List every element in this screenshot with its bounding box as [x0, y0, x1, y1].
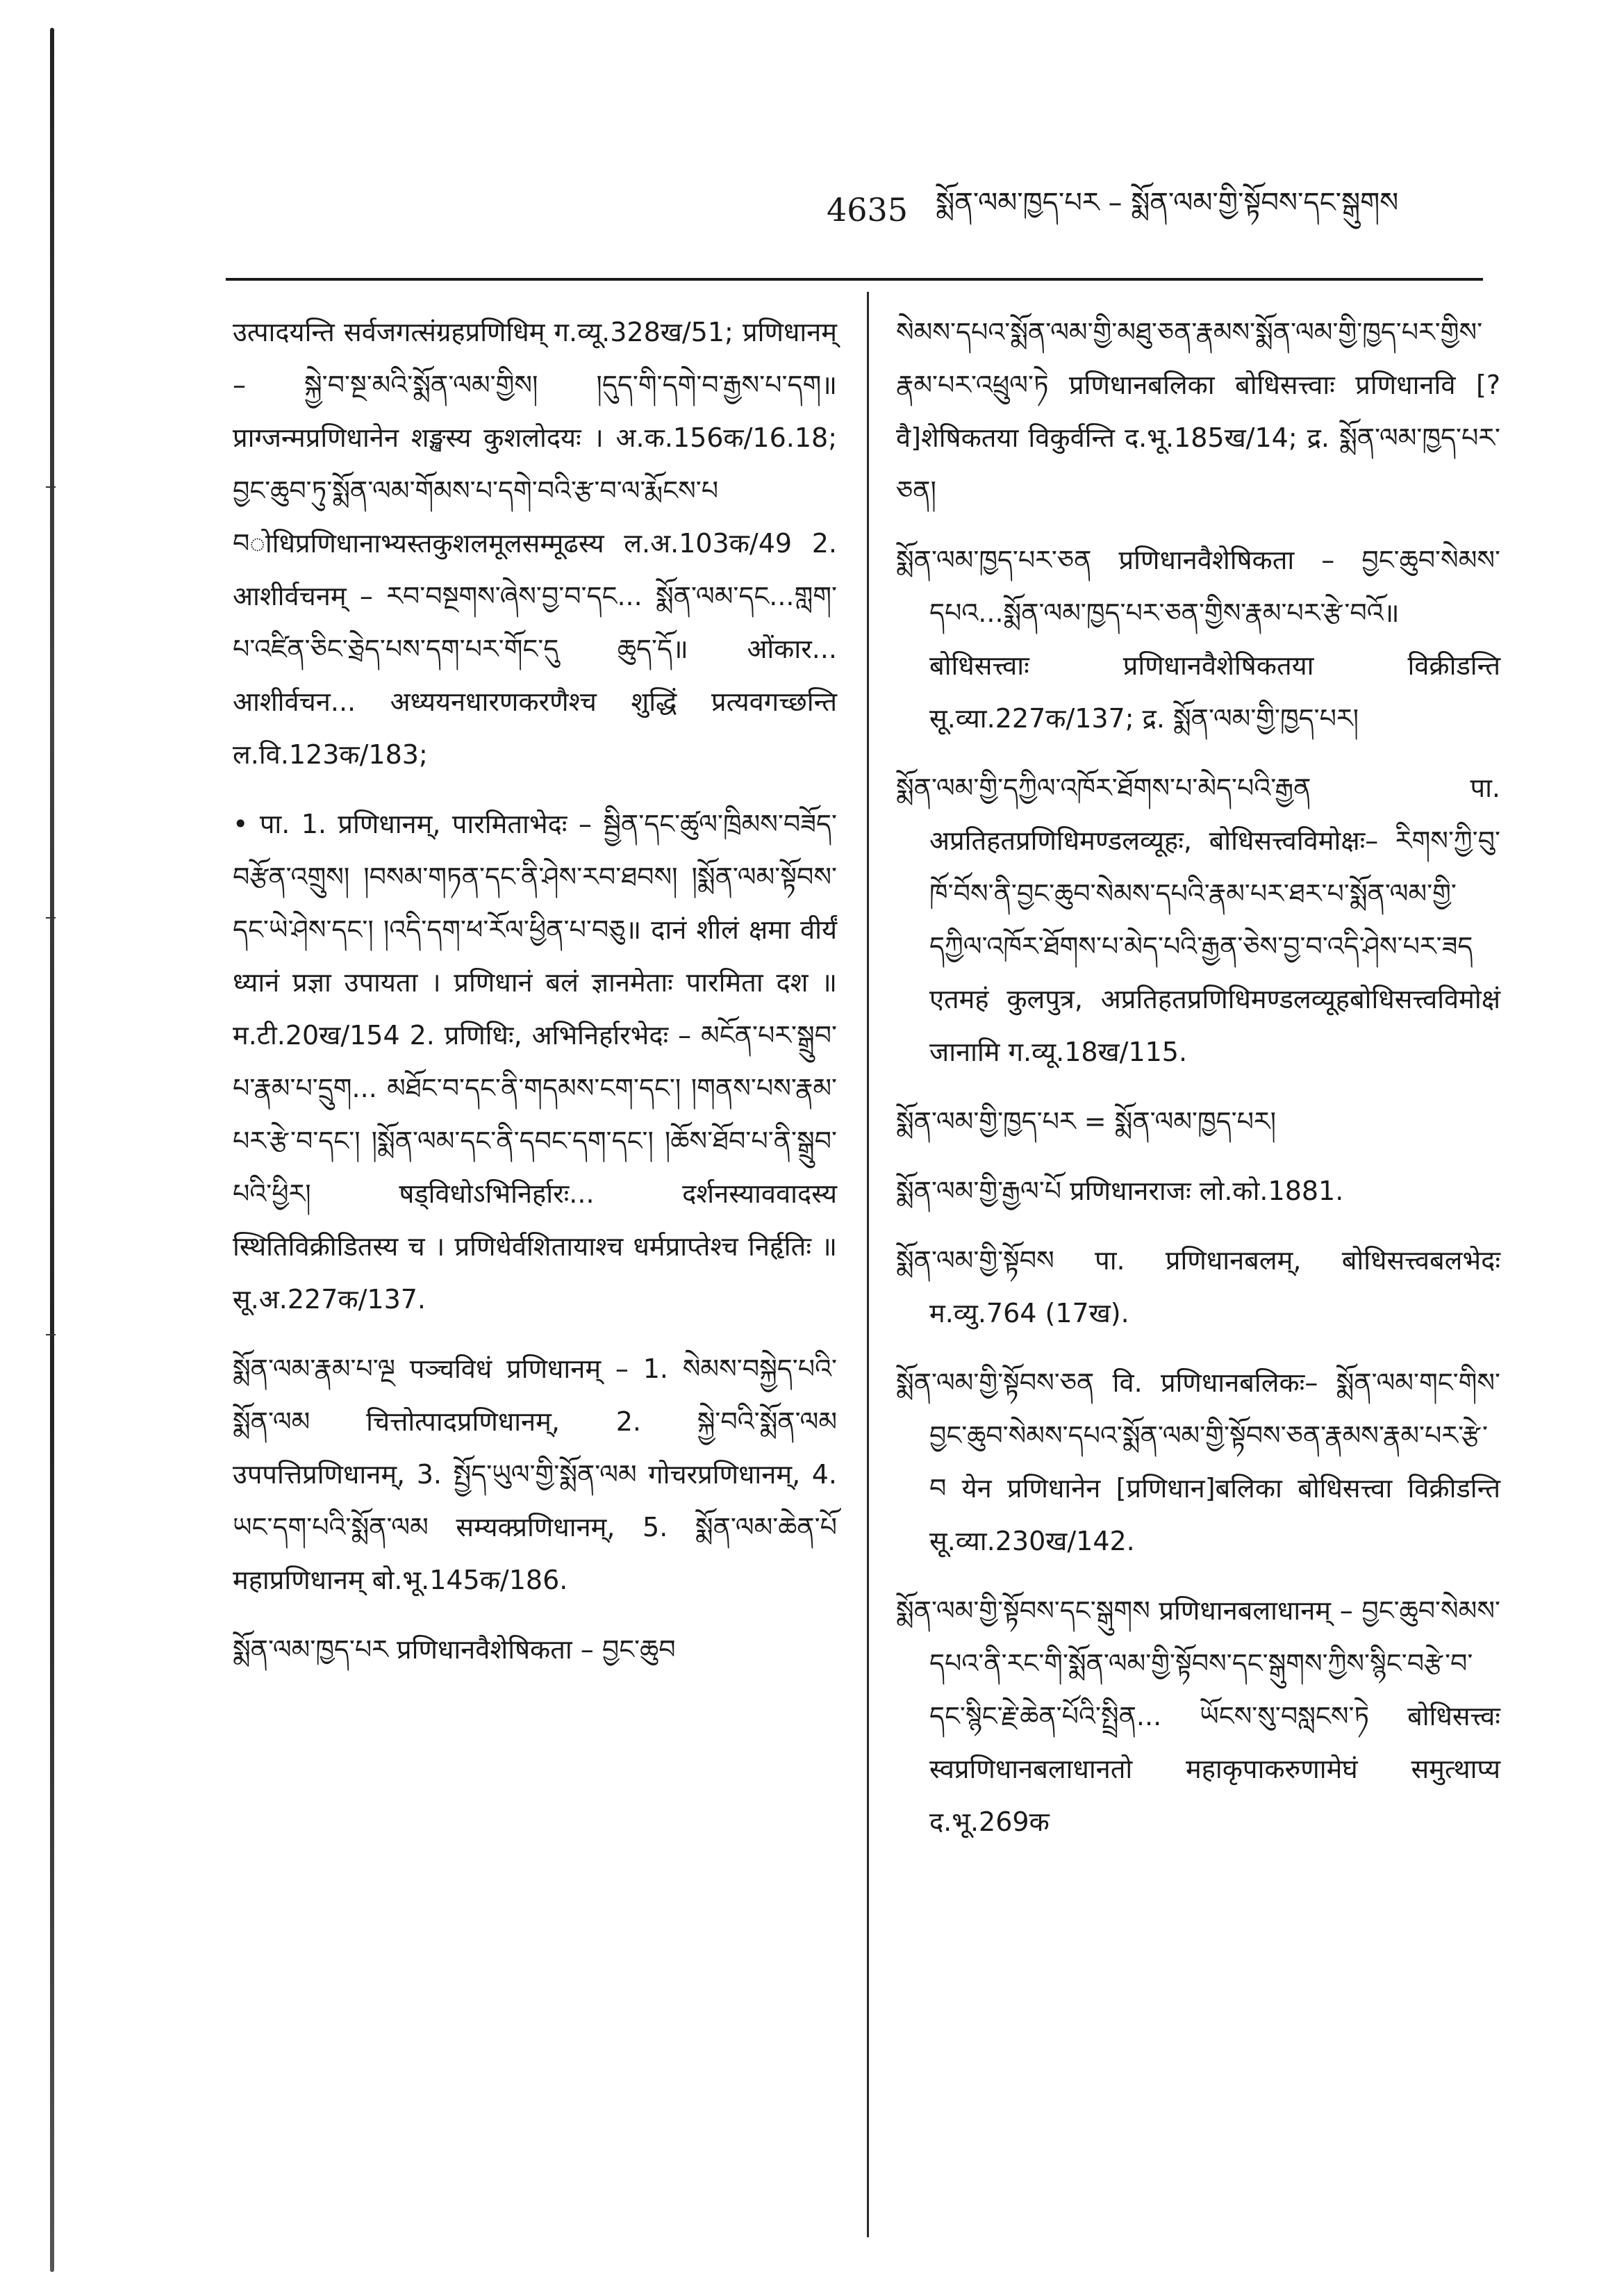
entry-text: སྨོན་ལམ་གྱི་སྟོབས་དང་སྒུགས प्रणिधानबलाधानम् – བྱང་ཆུབ་སེམས་དཔའ་ནི་རང་གི་སྨོན་ལམ་གྱི་སྟོབས་དང་སྒུགས་ཀྱིས་སྙིང་བརྩེ་བ་དང་སྙིང་རྗེ་ཆེན་པོའི་སྤྲིན... ཡོངས་སུ་བསླངས་ཏེ बोधिसत्त्वः स्वप्रणिधानबलाधानतो महाकृपाकरुणामेघं समुत्थाप्य द.भू.269क	[896, 1595, 1500, 1837]
scan-mark	[46, 917, 56, 919]
left-column	[233, 306, 837, 1693]
entry-text: སྨོན་ལམ་གྱི་སྟོབས་ཅན वि. प्रणिधानबलिकः– སྨོན་ལམ་གང་གིས་བྱང་ཆུབ་སེམས་དཔའ་སྨོན་ལམ་གྱི་སྟོབས་ཅན་རྣམས་རྣམ་པར་རྩེ་བ येन प्रणिधानेन [प्रणिधान]बलिका बोधिसत्त्वा विक्रीडन्ति सू.व्या.230ख/142.	[896, 1367, 1500, 1556]
dictionary-entry	[896, 1234, 1500, 1340]
dictionary-entry	[896, 1584, 1500, 1848]
entry-text: སྨོན་ལམ་རྣམ་པ་ལྔ पञ्चविधं प्रणिधानम् – 1. སེམས་བསྐྱེད་པའི་སྨོན་ལམ चित्तोत्पादप्रणिधानम्, 2. སྐྱེ་བའི་སྨོན་ལམ उपपत्तिप्रणिधानम्, 3. སྤྱོད་ཡུལ་གྱི་སྨོན་ལམ गोचरप्रणिधानम्, 4. ཡང་དག་པའི་སྨོན་ལམ सम्यक्प्रणिधानम्, 5. སྨོན་ལམ་ཆེན་པོ महाप्रणिधानम् बो.भू.145क/186.	[233, 1353, 837, 1595]
dictionary-entry	[896, 1356, 1500, 1567]
entry-text: उत्पादयन्ति सर्वजगत्संग्रहप्रणिधिम् ग.व्यू.328ख/51; प्रणिधानम् – སྐྱེ་བ་སྔ་མའི་སྨོན་ལམ་གྱིས། །དུད་གི་དགེ་བ་རྒྱས་པ་དག॥ प्राग्जन्मप्रणिधानेन शङ्खस्य कुशलोदयः । अ.क.156क/16.18; བྱང་ཆུབ་ཏུ་སྨོན་ལམ་གོམས་པ་དགེ་བའི་རྩ་བ་ལ་རྨོངས་པ བोधिप्रणिधानाभ्यस्तकुशलमूलसम्मूढस्य ल.अ.103क/49 2. आशीर्वचनम् – རབ་བསྔགས་ཞེས་བྱ་བ་དང... སྨོན་ལམ་དང...གླག་པ་འཛིན་ཅིང་ཅྲེད་པས་དག་པར་གོང་དུ ཆུད་དོ॥ ओंकार... आशीर्वचन... अध्ययनधारणकरणैश्च शुद्धिं प्रत्यवगच्छन्ति ल.वि.123क/183;	[233, 317, 837, 770]
entry-text: སྨོན་ལམ་ཁྱད་པར་ཅན प्रणिधानवैशेषिकता – བྱང་ཆུབ་སེམས་དཔའ...སྨོན་ལམ་ཁྱད་པར་ཅན་གྱིས་རྣམ་པར་རྩེ་བའོ॥ बोधिसत्त्वाः प्रणिधानवैशेषिकतया विक्रीडन्ति सू.व्या.227क/137; द्र. སྨོན་ལམ་གྱི་ཁྱད་པར།	[896, 545, 1500, 734]
entry-text: སྨོན་ལམ་ཁྱད་པར प्रणिधानवैशेषिकता – བྱང་ཆུབ	[233, 1634, 676, 1665]
dictionary-entry	[896, 1164, 1500, 1217]
entry-text: སེམས་དཔའ་སྨོན་ལམ་གྱི་མཐུ་ཅན་རྣམས་སྨོན་ལམ་གྱི་ཁྱད་པར་གྱིས་རྣམ་པར་འཕྲུལ་ཏེ प्रणिधानबलिका बोधिसत्त्वाः प्रणिधानवि [?वै]शेषिकतया विकुर्वन्ति द.भू.185ख/14; द्र. སྨོན་ལམ་ཁྱད་པར་ཅན།	[896, 317, 1500, 506]
dictionary-entry	[233, 1342, 837, 1606]
column-divider	[867, 292, 869, 2237]
entry-text: སྨོན་ལམ་གྱི་དཀྱིལ་འཁོར་ཐོགས་པ་མེད་པའི་རྒྱན पा. अप्रतिहतप्रणिधिमण्डलव्यूहः, बोधिसत्त्वविमोक्षः– རིགས་ཀྱི་བུ་ཁོ་བོས་ནི་བྱང་ཆུབ་སེམས་དཔའི་རྣམ་པར་ཐར་པ་སྨོན་ལམ་གྱི་དཀྱིལ་འཁོར་ཐོགས་པ་མེད་པའི་རྒྱན་ཅེས་བྱ་བ་འདི་ཤེས་པར་ཟད एतमहं कुलपुत्र, अप्रतिहतप्रणिधिमण्डलव्यूहबोधिसत्त्वविमोक्षं जानामि ग.व्यू.18ख/115.	[896, 773, 1500, 1067]
entry-text: • पा. 1. प्रणिधानम्, पारमिताभेदः – སྦྱིན་དང་ཚུལ་ཁྲིམས་བཟོད་བརྩོན་འགྲུས། །བསམ་གཏན་དང་ནི་ཤེས་རབ་ཐབས། །སྨོན་ལམ་སྟོབས་དང་ཡེ་ཤེས་དང་། །འདི་དག་ཕ་རོལ་ཕྱིན་པ་བཅུ॥ दानं शीलं क्षमा वीर्यं ध्यानं प्रज्ञा उपायता । प्रणिधानं बलं ज्ञानमेताः पारमिता दश ॥ म.टी.20ख/154 2. प्रणिधिः, अभिनिर्हारभेदः – མངོན་པར་སྒྲུབ་པ་རྣམ་པ་དྲུག... མཐོང་བ་དང་ནི་གདམས་ངག་དང་། །གནས་པས་རྣམ་པར་རྩེ་བ་དང་། །སྨོན་ལམ་དང་ནི་དབང་དག་དང་། །ཆོས་ཐོབ་པ་ནི་སྒྲུབ་པའི་ཕྱིར། षड्विधोऽभिनिर्हारः... दर्शनस्याववादस्य स्थितिविक्रीडितस्य च । प्रणिधेर्वशितायाश्च धर्मप्राप्तेश्च निर्हृतिः ॥ सू.अ.227क/137.	[233, 809, 837, 1315]
dictionary-entry	[896, 534, 1500, 745]
header-rule	[226, 278, 1483, 281]
dictionary-entry	[896, 306, 1500, 517]
dictionary-entry	[233, 1623, 837, 1676]
scan-mark	[46, 486, 56, 488]
dictionary-entry	[233, 798, 837, 1326]
dictionary-entry	[896, 762, 1500, 1078]
page-number: 4635	[827, 191, 909, 229]
entry-text: སྨོན་ལམ་གྱི་ཁྱད་པར = སྨོན་ལམ་ཁྱད་པར།	[896, 1106, 1277, 1137]
page-header	[827, 182, 1521, 238]
dictionary-entry	[896, 1095, 1500, 1148]
entry-text: སྨོན་ལམ་གྱི་རྒྱལ་པོ प्रणिधानराजः लो.को.1881.	[896, 1176, 1344, 1206]
entry-text: སྨོན་ལམ་གྱི་སྟོབས पा. प्रणिधानबलम्, बोधिसत्त्वबलभेदः म.व्यु.764 (17ख).	[896, 1245, 1500, 1328]
scan-mark	[46, 1334, 56, 1335]
scan-binding-edge	[50, 28, 54, 2272]
running-head: སྨོན་ལམ་ཁྱད་པར – སྨོན་ལམ་གྱི་སྟོབས་དང་སྒུགས	[936, 186, 1399, 219]
dictionary-entry	[233, 306, 837, 781]
right-column	[896, 306, 1500, 1865]
